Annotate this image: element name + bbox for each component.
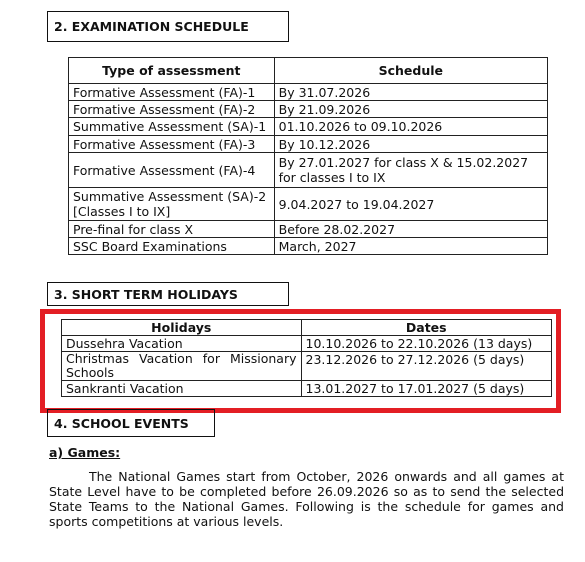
table-cell: 01.10.2026 to 09.10.2026: [274, 118, 547, 136]
table-cell: Summative Assessment (SA)-2 [Classes I to IX]: [69, 188, 275, 221]
table-cell: Formative Assessment (FA)-2: [69, 101, 275, 118]
table-cell: 9.04.2027 to 19.04.2027: [274, 188, 547, 221]
holidays-table: [61, 319, 552, 397]
table-cell: Christmas Vacation for Missionary Schools: [62, 352, 302, 381]
table-cell: Sankranti Vacation: [62, 381, 302, 397]
table-row: [69, 136, 548, 153]
table-cell: Formative Assessment (FA)-4: [69, 153, 275, 188]
table-cell: Summative Assessment (SA)-1: [69, 118, 275, 136]
table-header-row: [62, 320, 552, 336]
table-cell: Pre-final for class X: [69, 221, 275, 238]
table-cell: Before 28.02.2027: [274, 221, 547, 238]
exam-schedule-heading: 2. EXAMINATION SCHEDULE: [47, 11, 289, 42]
exam-schedule-table: [68, 57, 548, 255]
table-cell: By 31.07.2026: [274, 84, 547, 101]
table-cell: By 10.12.2026: [274, 136, 547, 153]
table-cell: 10.10.2026 to 22.10.2026 (13 days): [301, 336, 552, 352]
table-header-row: [69, 58, 548, 84]
games-paragraph: The National Games start from October, 2026 onwards and all games at State Level have to be completed before 26.09.2026 so as to send the selected State Teams to the National Games. Following is the schedule for games and sports competitions at various levels.: [49, 469, 564, 529]
table-cell: By 21.09.2026: [274, 101, 547, 118]
table-row: [62, 381, 552, 397]
short-term-holidays-heading: 3. SHORT TERM HOLIDAYS: [47, 282, 289, 306]
table-row: [69, 101, 548, 118]
column-header: Schedule: [274, 58, 547, 84]
table-row: [69, 238, 548, 255]
table-cell: Dussehra Vacation: [62, 336, 302, 352]
table-cell: March, 2027: [274, 238, 547, 255]
table-row: [69, 118, 548, 136]
table-cell: Formative Assessment (FA)-3: [69, 136, 275, 153]
table-cell: By 27.01.2027 for class X & 15.02.2027 for classes I to IX: [274, 153, 547, 188]
games-subheading: a) Games:: [49, 445, 121, 460]
table-row: [62, 352, 552, 381]
table-row: [69, 84, 548, 101]
table-row: [69, 153, 548, 188]
table-row: [69, 188, 548, 221]
table-cell: Formative Assessment (FA)-1: [69, 84, 275, 101]
column-header: Dates: [301, 320, 552, 336]
table-row: [62, 336, 552, 352]
table-cell: 23.12.2026 to 27.12.2026 (5 days): [301, 352, 552, 381]
table-row: [69, 221, 548, 238]
school-events-heading: 4. SCHOOL EVENTS: [47, 409, 215, 437]
table-cell: 13.01.2027 to 17.01.2027 (5 days): [301, 381, 552, 397]
column-header: Type of assessment: [69, 58, 275, 84]
table-cell: SSC Board Examinations: [69, 238, 275, 255]
column-header: Holidays: [62, 320, 302, 336]
